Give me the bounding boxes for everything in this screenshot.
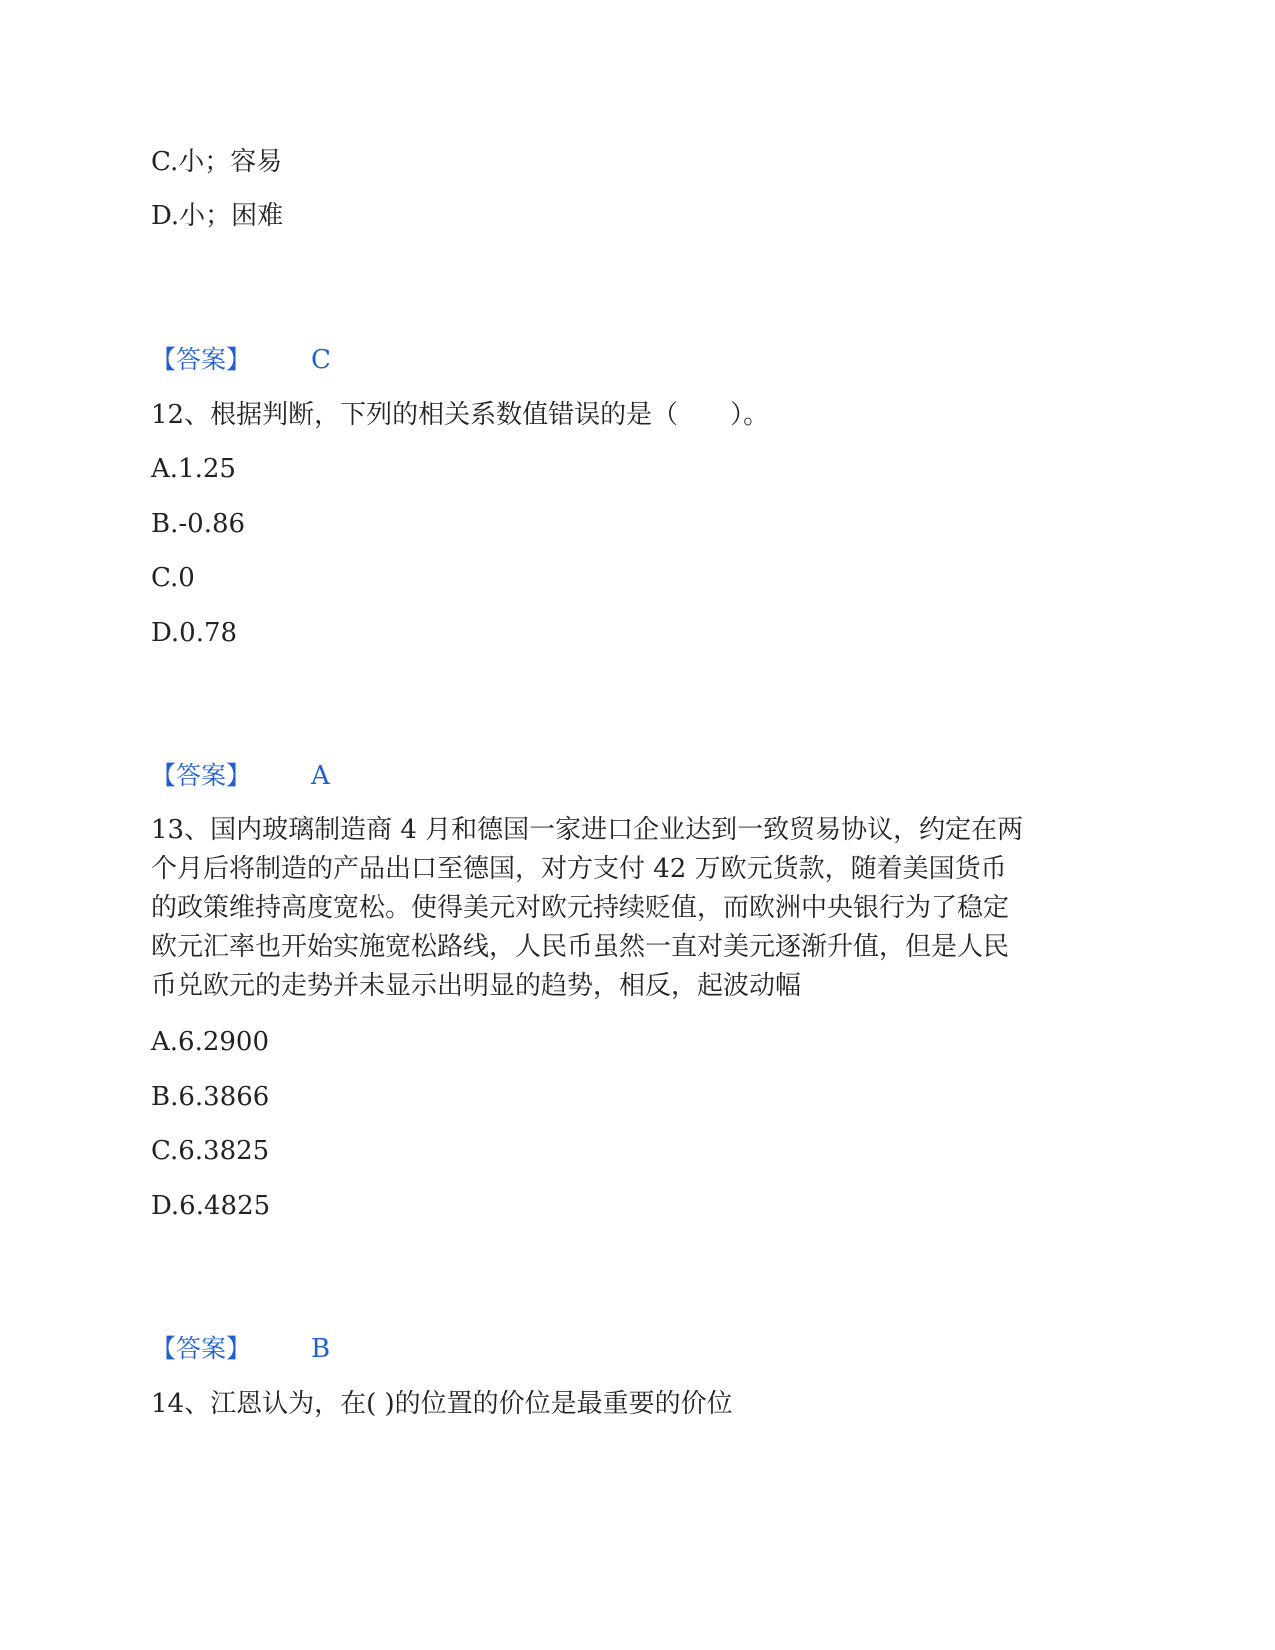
q13-question-line: 币兑欧元的走势并未显示出明显的趋势，相反，起波动幅 (151, 971, 802, 1001)
q12-question: 12、根据判断，下列的相关系数值错误的是（ ）。 (151, 400, 770, 430)
q11-option-c: C.小；容易 (151, 147, 283, 177)
answer-label: 【答案】 (151, 761, 252, 790)
q13-option-a: A.6.2900 (151, 1027, 270, 1057)
answer-value: B (311, 1334, 331, 1364)
q13-question-line: 13、国内玻璃制造商 4 月和德国一家进口企业达到一致贸易协议，约定在两 (151, 815, 1024, 845)
q14-question: 14、江恩认为，在( )的位置的价位是最重要的价位 (151, 1389, 733, 1419)
q13-question-line: 欧元汇率也开始实施宽松路线，人民币虽然一直对美元逐渐升值，但是人民 (151, 932, 1010, 962)
answer-label: 【答案】 (151, 1334, 252, 1363)
q13-question-line: 的政策维持高度宽松。使得美元对欧元持续贬值，而欧洲中央银行为了稳定 (151, 893, 1010, 923)
q13-option-b: B.6.3866 (151, 1082, 270, 1112)
answer-value: A (311, 761, 330, 791)
q13-question (151, 811, 1121, 1006)
q13-question-line: 个月后将制造的产品出口至德国，对方支付 42 万欧元货款，随着美国货币 (151, 854, 1007, 884)
q12-answer (151, 757, 330, 795)
q12-option-a: A.1.25 (151, 454, 236, 484)
q12-option-d: D.0.78 (151, 618, 238, 648)
answer-label: 【答案】 (151, 345, 252, 374)
q11-answer (151, 341, 331, 379)
answer-value: C (311, 345, 331, 375)
q13-answer (151, 1330, 331, 1368)
q12-option-c: C.0 (151, 563, 195, 593)
q12-option-b: B.-0.86 (151, 509, 246, 539)
q13-option-c: C.6.3825 (151, 1136, 270, 1166)
q11-option-d: D.小；困难 (151, 201, 284, 231)
q13-option-d: D.6.4825 (151, 1191, 271, 1221)
